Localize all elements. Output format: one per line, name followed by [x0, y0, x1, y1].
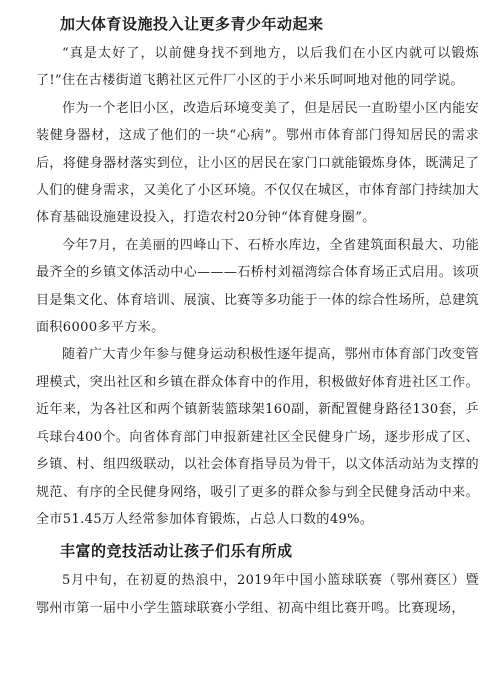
paragraph-old-community: 作为一个老旧小区，改造后环境变美了，但是居民一直盼望小区内能安装健身器材，这成了他们的一块“心病”。鄂州市体育部门得知居民的需求后，将健身器材落实到位，让小区的居民在家门口就能锻炼身体，既满足了人们的健身需求，又美化了小区环境。不仅仅在城区，市体育部门持续加大体育基础设施建设投入，打造农村20分钟“体育健身圈”。 [36, 100, 479, 226]
paragraph-quote: “真是太好了，以前健身找不到地方，以后我们在小区内就可以锻炼了!”住在古楼街道飞鹅社区元件厂小区的于小米乐呵呵地对他的同学说。 [36, 46, 479, 89]
paragraph-basketball-league: 5月中旬，在初夏的热浪中，2019年中国小篮球联赛（鄂州赛区）暨鄂州市第一届中小学生篮球联赛小学组、初高中组比赛开鸣。比赛现场， [36, 573, 479, 616]
paragraph-sports-center: 今年7月，在美丽的四峰山下、石桥水库边，全省建筑面积最大、功能最齐全的乡镇文体活动中心———石桥村刘福湾综合体育场正式启用。该项目是集文化、体育培训、展演、比赛等多功能于一体的综合性场所，总建筑面积6000多平方米。 [36, 237, 479, 336]
section-heading-competitions: 丰富的竞技活动让孩子们乐有所成 [60, 542, 293, 561]
section-heading-facilities: 加大体育设施投入让更多青少年动起来 [60, 15, 324, 33]
paragraph-fitness-network: 随着广大青少年参与健身运动积极性逐年提高，鄂州市体育部门改变管理模式，突出社区和乡镇在群众体育中的作用，积极做好体育进社区工作。近年来，为各社区和两个镇新装篮球架160副，新配置健身路径130套，乒乓球台400个。向省体育部门申报新建社区全民健身广场，逐步形成了区、乡镇、村、组四级联动，以社会体育指导员为骨干，以文体活动站为支撑的规范、有序的全民健身网络，吸引了更多的群众参与到全民健身活动中来。全市51.45万人经常参加体育锻炼，占总人口数的49%。 [36, 347, 479, 527]
